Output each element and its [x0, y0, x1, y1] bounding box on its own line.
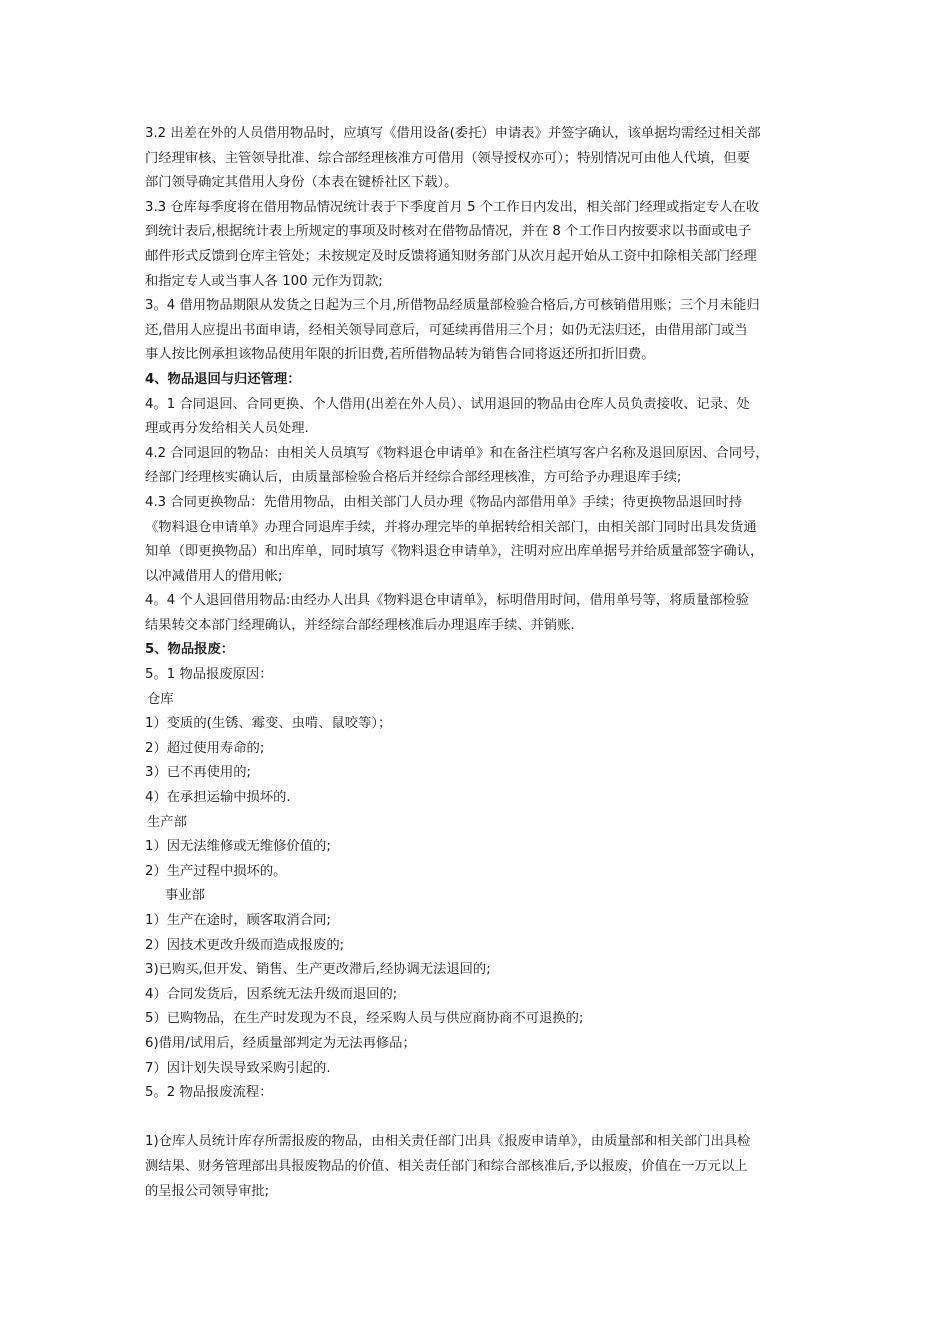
text-line: 6)借用/试用后，经质量部判定为无法再修品；: [145, 1035, 416, 1051]
text-line: 门经理审核、主管领导批准、综合部经理核准方可借用（领导授权亦可）；特别情况可由他人代填，但要: [145, 150, 751, 166]
text-line: 3.3 仓库每季度将在借用物品情况统计表于下季度首月 5 个工作日内发出，相关部门经理或指定专人在收: [145, 199, 760, 215]
text-line: 3.2 出差在外的人员借用物品时，应填写《借用设备(委托）申请表》并签字确认，该单据均需经过相关部: [145, 126, 761, 141]
text-line: 事人按比例承担该物品使用年限的折旧费,若所借物品转为销售合同将返还所扣折旧费。: [145, 347, 655, 363]
text-line: 的呈报公司领导审批;: [145, 1183, 270, 1199]
text-line: 到统计表后,根据统计表上所规定的事项及时核对在借物品情况，并在 8 个工作日内按要求以书面或电子: [145, 224, 752, 240]
text-line: 4。1 合同退回、合同更换、个人借用(出差在外人员）、试用退回的物品由仓库人员负责接收、记录、处: [145, 396, 750, 412]
text-line: 结果转交本部门经理确认，并经综合部经理核准后办理退库手续、并销账.: [145, 617, 575, 633]
text-line: 3)已购买,但开发、销售、生产更改滞后,经协调无法退回的;: [145, 962, 491, 978]
text-line: 事业部: [165, 888, 205, 904]
text-line: 部门领导确定其借用人身份（本表在键桥社区下载）。: [145, 175, 458, 191]
text-line: 测结果、财务管理部出具报废物品的价值、相关责任部门和综合部核准后,予以报废，价值在一万元以上: [145, 1158, 748, 1174]
section-heading: 5、物品报废：: [145, 642, 235, 658]
text-line: 4.3 合同更换物品：先借用物品，由相关部门人员办理《物品内部借用单》手续；待更换物品退回时持: [145, 494, 743, 510]
text-line: 还,借用人应提出书面申请，经相关领导同意后，可延续再借用三个月；如仍无法归还，由借用部门或当: [145, 322, 748, 338]
text-line: 1）因无法维修或无维修价值的;: [145, 839, 331, 855]
text-line: 生产部: [147, 814, 187, 830]
section-heading: 4、物品退回与归还管理：: [145, 371, 301, 387]
blank-line: [145, 1106, 820, 1131]
text-line: 2）生产过程中损坏的。: [145, 863, 287, 879]
text-line: 2）因技术更改升级而造成报废的;: [145, 937, 345, 953]
text-line: 4）合同发货后，因系统无法升级而退回的;: [145, 986, 398, 1002]
text-line: 仓库: [147, 691, 174, 707]
text-line: 理或再分发给相关人员处理.: [145, 421, 309, 437]
text-line: 4。4 个人退回借用物品:由经办人出具《物料退仓申请单》，标明借用时间，借用单号等，将质量部检验: [145, 593, 750, 609]
text-line: 4）在承担运输中损坏的.: [145, 790, 291, 806]
text-line: 以冲减借用人的借用帐;: [145, 568, 283, 584]
text-line: 4.2 合同退回的物品：由相关人员填写《物料退仓申请单》和在备注栏填写客户名称及退回原因、合同号，: [145, 445, 769, 461]
text-line: 5。2 物品报废流程：: [145, 1085, 273, 1101]
text-line: 3）已不再使用的;: [145, 765, 252, 781]
document-body: [145, 122, 820, 1204]
text-line: 7）因计划失误导致采购引起的.: [145, 1060, 331, 1076]
text-line: 邮件形式反馈到仓库主管处；未按规定及时反馈将通知财务部门从次月起开始从工资中扣除相关部门经理: [145, 248, 757, 264]
text-line: 知单（即更换物品）和出库单，同时填写《物料退仓申请单》，注明对应出库单据号并给质量部签字确认，: [145, 544, 764, 560]
text-line: 和指定专人或当事人各 100 元作为罚款;: [145, 273, 383, 289]
text-line: 5）已购物品，在生产时发现为不良，经采购人员与供应商协商不可退换的;: [145, 1011, 584, 1027]
text-line: 《物料退仓申请单》办理合同退库手续，并将办理完毕的单据转给相关部门，由相关部门同时出具发货通: [145, 519, 757, 535]
text-line: 1)仓库人员统计库存所需报废的物品，由相关责任部门出具《报废申请单》，由质量部和相关部门出具检: [145, 1134, 751, 1150]
text-line: 5。1 物品报废原因：: [145, 667, 273, 683]
text-line: 3。4 借用物品期限从发货之日起为三个月,所借物品经质量部检验合格后,方可核销借用账；三个月未能归: [145, 298, 760, 314]
text-line: 1）变质的(生锈、霉变、虫啃、鼠咬等）；: [145, 716, 392, 732]
text-line: 2）超过使用寿命的;: [145, 740, 265, 756]
text-line: 1）生产在途时，顾客取消合同;: [145, 913, 331, 928]
text-line: 经部门经理核实确认后，由质量部检验合格后并经综合部经理核准，方可给予办理退库手续;: [145, 470, 682, 486]
